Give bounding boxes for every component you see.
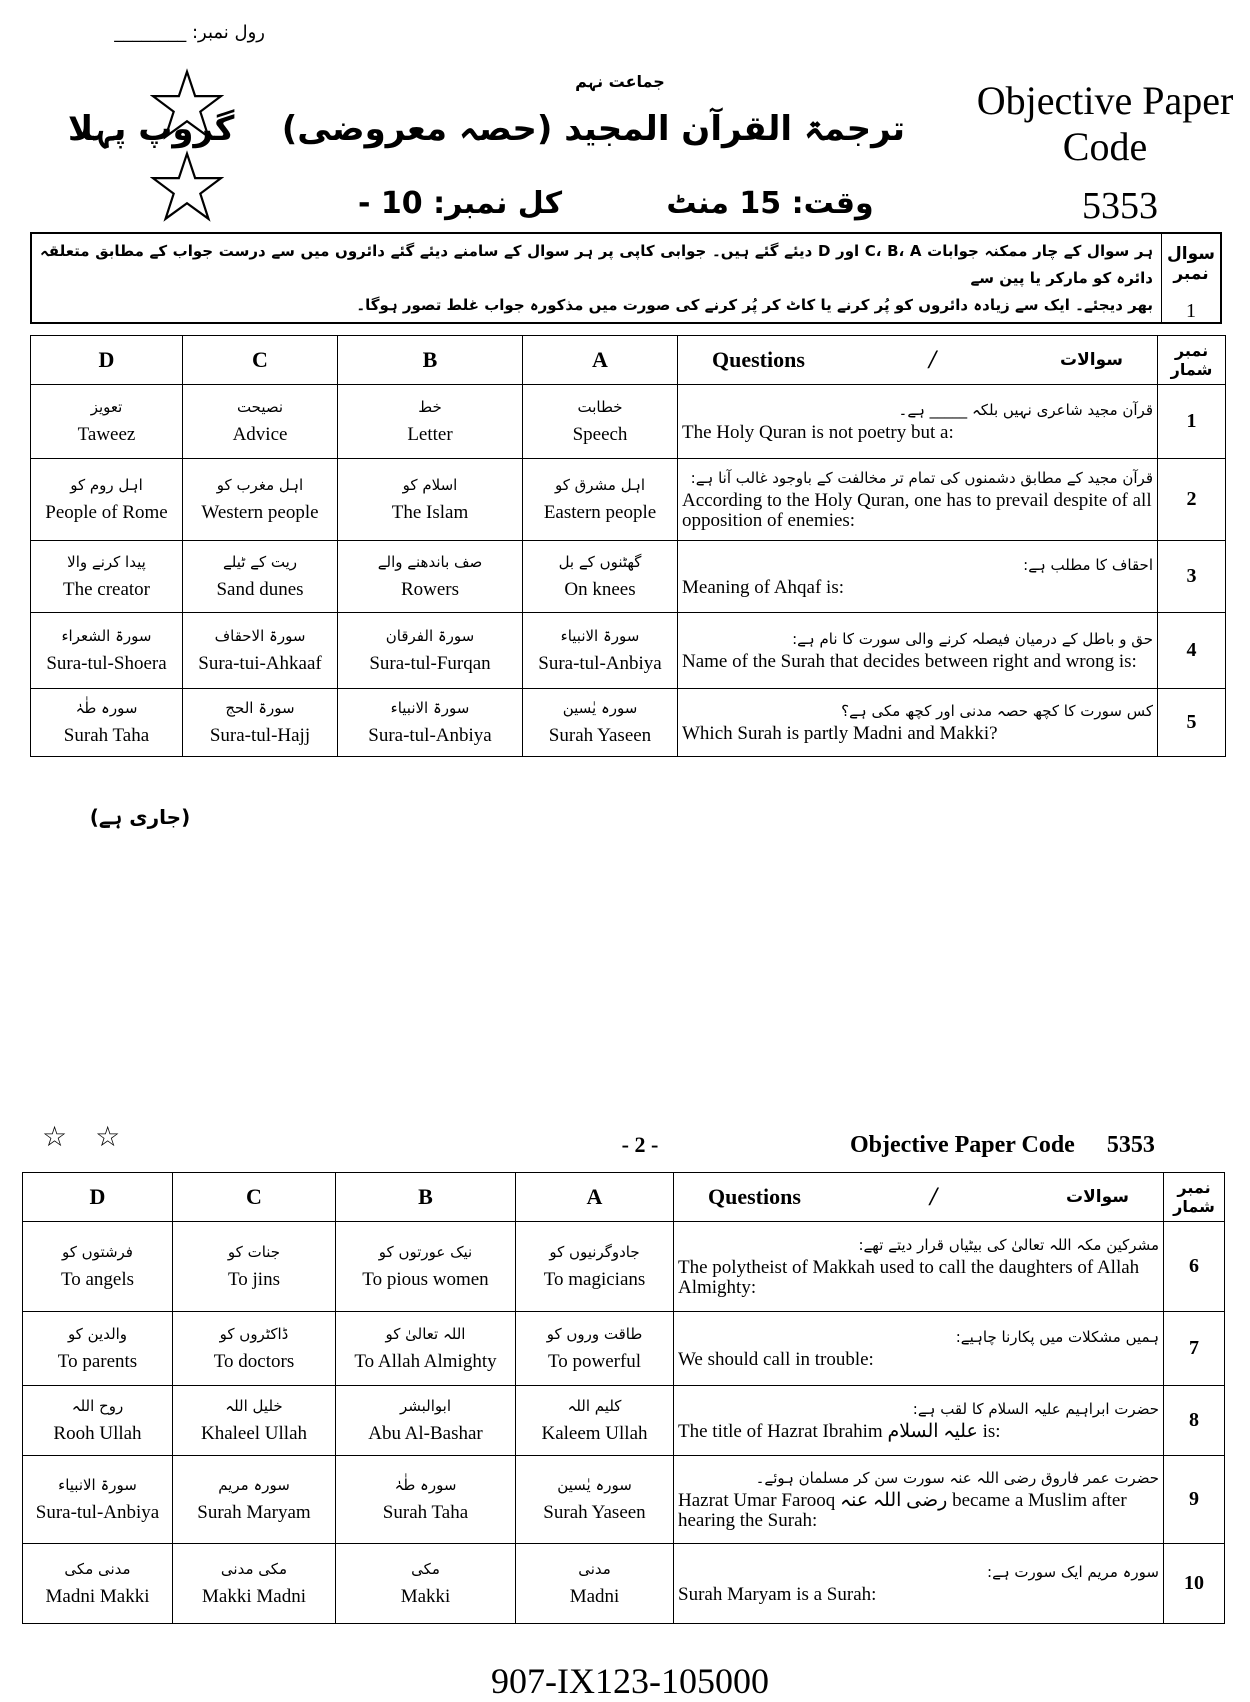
paper-code: 5353 [1082,185,1158,227]
question-urdu: حضرت عمر فاروق رضی اللہ عنہ سورت سن کر مسلمان ہوئے۔ [755,1468,1159,1487]
option-d-urdu: والدین کو [67,1324,128,1343]
question-cell [674,1312,1164,1386]
option-d-urdu: تعویز [90,397,123,416]
question-number: 1 [1158,385,1226,459]
option-c-english: To jins [228,1268,280,1290]
option-a-cell [523,613,678,689]
option-b-cell [338,689,523,757]
instruction-line-1: ہر سوال کے چار ممکنہ جوابات C، B، A اور D دیئے گئے ہیں۔ جوابی کاپی پر ہر سوال کے سامنے دیئے گئے دائروں میں سے درست جواب کے مطابق متعلقہ دائرہ کو مارکر یا پین سے [40,242,1154,287]
option-d-cell [23,1222,173,1312]
question-urdu: ہمیں مشکلات میں پکارنا چاہیے: [955,1327,1159,1346]
option-d-english: Surah Taha [63,724,150,746]
question-number: 2 [1158,459,1226,541]
option-a-urdu: اہل مشرق کو [554,475,646,494]
table-row [23,1222,1225,1312]
option-b-cell [338,613,523,689]
option-d-cell [23,1312,173,1386]
option-b-urdu: اسلام کو [402,475,458,494]
option-b-cell [338,385,523,459]
option-c-cell [173,1312,336,1386]
instruction-question-number: 1 [1186,300,1196,322]
option-c-urdu: ڈاکٹروں کو [219,1324,289,1343]
option-c-english: Makki Madni [202,1585,306,1607]
option-d-cell [31,689,183,757]
option-b-english: To pious women [362,1268,489,1290]
page2-code: 5353 [1106,1132,1155,1158]
option-c-urdu: سورہ مریم [218,1475,290,1494]
option-d-english: Taweez [77,423,136,445]
option-a-english: Kaleem Ullah [541,1422,648,1444]
option-d-urdu: فرشتوں کو [62,1242,133,1261]
option-d-urdu: سورۃ الشعراء [61,626,152,645]
option-a-cell [516,1456,674,1544]
option-a-english: Surah Yaseen [548,724,652,746]
option-a-english: To magicians [543,1268,646,1290]
option-c-urdu: جنات کو [227,1242,281,1261]
option-d-english: To angels [60,1268,135,1290]
option-a-cell [516,1386,674,1456]
option-a-english: Madni [569,1585,620,1607]
page2-header-title: Objective Paper Code [850,1132,1075,1158]
question-english: The polytheist of Makkah used to call the daughters of Allah Almighty: [678,1256,1140,1298]
star-icon: ☆ [95,1122,149,1153]
option-d-cell [31,459,183,541]
option-b-english: Sura-tul-Anbiya [368,724,492,746]
option-c-english: To doctors [213,1350,295,1372]
option-b-english: Abu Al-Bashar [368,1422,483,1444]
question-english: Which Surah is partly Madni and Makki? [682,722,998,744]
col-header-c: C [173,1173,336,1222]
question-urdu: کس سورت کا کچھ حصہ مدنی اور کچھ مکی ہے؟ [841,701,1153,720]
question-urdu: قرآن مجید شاعری نہیں بلکہ _____ ہے۔ [898,400,1153,419]
option-a-english: Surah Yaseen [543,1501,646,1523]
option-d-english: Rooh Ullah [53,1422,142,1444]
question-english: The Holy Quran is not poetry but a: [682,421,954,443]
question-cell [678,613,1158,689]
option-c-english: Sura-tul-Hajj [209,724,311,746]
question-cell [674,1222,1164,1312]
option-a-urdu: جادوگرنیوں کو [549,1242,640,1261]
question-cell [678,541,1158,613]
option-b-english: Rowers [400,578,460,600]
option-c-urdu: اہل مغرب کو [216,475,304,494]
option-d-english: People of Rome [45,501,168,523]
table-row [31,385,1226,459]
option-d-english: Sura-tul-Shoera [46,652,167,674]
option-a-cell [523,459,678,541]
col-header-b: B [338,336,523,385]
option-c-cell [183,459,338,541]
col-header-questions [678,336,1158,385]
question-urdu: سورہ مریم ایک سورت ہے: [987,1562,1159,1581]
questions-header-en: Questions [712,347,805,372]
option-b-urdu: سورۃ الفرقان [385,626,475,645]
option-d-urdu: مدنی مکی [64,1559,131,1578]
option-a-urdu: کلیم اللہ [567,1396,622,1415]
time-allowed: وقت: 15 منٹ [666,186,874,221]
option-d-cell [23,1456,173,1544]
question-english: According to the Holy Quran, one has to prevail despite of all opposition of enemies: [682,489,1152,531]
paper-title [960,78,1250,170]
question-number: 5 [1158,689,1226,757]
question-cell [678,459,1158,541]
option-d-english: To parents [57,1350,138,1372]
question-english: Hazrat Umar Farooq رضی اللہ عنہ became a Muslim after hearing the Surah: [678,1489,1127,1531]
questions-table-page2 [22,1172,1225,1624]
question-number: 10 [1164,1544,1225,1624]
paper-title-line2: Code [1062,124,1148,169]
option-b-english: The Islam [391,501,469,523]
question-english: Surah Maryam is a Surah: [678,1583,877,1605]
option-b-urdu: صف باندھنے والے [377,552,483,571]
option-d-urdu: سورۃ الانبیاء [58,1475,137,1494]
option-d-urdu: روح اللہ [71,1396,124,1415]
table-row [23,1312,1225,1386]
option-a-urdu: سورہ یٰسین [557,1475,632,1494]
header-slash: / [928,345,937,374]
instruction-question-label: سوال نمبر [1167,244,1215,284]
question-number: 4 [1158,613,1226,689]
table-header-row [31,336,1226,385]
question-urdu: حضرت ابراہیم علیہ السلام کا لقب ہے: [912,1399,1159,1418]
col-header-d: D [23,1173,173,1222]
option-d-english: The creator [62,578,151,600]
option-a-urdu: خطابت [577,397,623,416]
option-b-cell [336,1312,516,1386]
table-row [31,459,1226,541]
option-c-urdu: سورۃ الاحقاف [214,626,306,645]
question-number: 6 [1164,1222,1225,1312]
table-row [31,613,1226,689]
option-a-english: Speech [572,423,628,445]
urdu-paper-title: ترجمۃ القرآن المجید (حصہ معروضی) گروپ پہلا [67,109,905,149]
star-icon: ☆ [42,1122,96,1153]
option-d-cell [23,1386,173,1456]
option-c-cell [173,1456,336,1544]
option-a-english: To powerful [547,1350,642,1372]
col-header-b: B [336,1173,516,1222]
option-a-english: Eastern people [543,501,657,523]
question-english: We should call in trouble: [678,1348,874,1370]
option-d-urdu: پیدا کرنے والا [67,552,146,571]
option-b-urdu: خط [418,397,442,416]
option-c-urdu: مکی مدنی [220,1559,288,1578]
option-b-english: Letter [407,423,453,445]
questions-header-ur: سوالات [1066,1187,1129,1207]
questions-header-ur: سوالات [1060,350,1123,370]
option-a-cell [516,1222,674,1312]
option-c-urdu: ریت کے ٹیلے [222,552,298,571]
question-english: Name of the Surah that decides between right and wrong is: [682,650,1137,672]
roll-number-label: رول نمبر: ________ [114,22,265,43]
question-number: 3 [1158,541,1226,613]
option-c-cell [173,1386,336,1456]
option-c-english: Surah Maryam [197,1501,311,1523]
option-b-cell [336,1456,516,1544]
question-urdu: مشرکین مکہ اللہ تعالیٰ کی بیٹیاں قرار دیتے تھے: [858,1235,1159,1254]
instructions-box [30,232,1222,324]
option-a-urdu: گھٹنوں کے بل [558,552,642,571]
option-d-cell [31,541,183,613]
col-header-a: A [523,336,678,385]
option-d-cell [31,385,183,459]
option-d-english: Sura-tul-Anbiya [35,1501,160,1523]
page2-number: - 2 - [621,1132,659,1157]
option-b-urdu: نیک عورتوں کو [378,1242,473,1261]
question-english: The title of Hazrat Ibrahim علیہ السلام is: [678,1420,1001,1442]
option-b-english: Sura-tul-Furqan [369,652,491,674]
option-d-urdu: سورہ طٰہٰ [75,698,138,717]
page2-header [850,1132,1210,1159]
footer-code: 907-IX123-105000 [491,1661,769,1701]
option-b-english: Makki [400,1585,451,1607]
option-d-cell [31,613,183,689]
option-a-english: On knees [564,578,636,600]
table-row [31,689,1226,757]
option-a-cell [523,689,678,757]
option-c-cell [183,689,338,757]
option-c-urdu: خلیل اللہ [225,1396,283,1415]
continued-label: (جاری ہے) [89,805,191,829]
option-c-cell [183,613,338,689]
question-english: Meaning of Ahqaf is: [682,576,845,598]
question-number: 7 [1164,1312,1225,1386]
paper-title-line1: Objective Paper [976,78,1234,123]
question-cell [674,1544,1164,1624]
option-b-urdu: سورۃ الانبیاء [390,698,470,717]
option-c-english: Advice [232,423,288,445]
questions-header-en: Questions [708,1184,801,1209]
instruction-line-2: بھر دیجئے۔ ایک سے زیادہ دائروں کو پُر کرنے یا کاٹ کر پُر کرنے کی صورت میں مذکورہ جواب غلط تصور ہوگا۔ [356,296,1153,314]
option-b-cell [336,1544,516,1624]
table-row [23,1544,1225,1624]
option-b-cell [336,1222,516,1312]
question-urdu: احقاف کا مطلب ہے: [1023,555,1153,574]
table-row [31,541,1226,613]
col-header-c: C [183,336,338,385]
col-header-d: D [31,336,183,385]
question-number: 9 [1164,1456,1225,1544]
col-header-questions [674,1173,1164,1222]
option-b-cell [336,1386,516,1456]
questions-table-page1 [30,335,1226,757]
option-b-urdu: اللہ تعالیٰ کو [385,1324,466,1343]
option-c-cell [173,1544,336,1624]
option-a-urdu: طاقت وروں کو [546,1324,643,1343]
option-d-urdu: اہل روم کو [70,475,143,494]
table-row [23,1456,1225,1544]
option-c-english: Western people [201,501,319,523]
option-b-english: Surah Taha [382,1501,469,1523]
option-c-english: Sura-tui-Ahkaaf [198,652,322,674]
option-c-english: Sand dunes [216,578,304,600]
option-c-english: Khaleel Ullah [200,1422,308,1444]
option-d-cell [23,1544,173,1624]
option-a-urdu: سورہ یٰسین [562,698,638,717]
instruction-text [32,234,1161,322]
question-urdu: قرآن مجید کے مطابق دشمنوں کی تمام تر مخالفت کے باوجود غالب آنا ہے: [690,468,1153,487]
table-row [23,1386,1225,1456]
page2-stars [42,1120,148,1154]
option-b-urdu: مکی [411,1559,440,1578]
option-b-english: To Allah Almighty [354,1350,497,1372]
option-a-english: Sura-tul-Anbiya [538,652,662,674]
option-b-cell [338,459,523,541]
option-c-cell [183,541,338,613]
question-cell [678,689,1158,757]
option-c-cell [173,1222,336,1312]
option-a-urdu: مدنی [578,1559,611,1578]
question-cell [674,1386,1164,1456]
option-d-english: Madni Makki [45,1585,150,1607]
question-cell [678,385,1158,459]
option-c-urdu: سورۃ الحج [225,698,295,717]
option-a-cell [523,385,678,459]
star-icon [150,150,224,224]
option-b-cell [338,541,523,613]
option-a-cell [516,1544,674,1624]
option-c-urdu: نصیحت [236,397,284,416]
total-marks: کل نمبر: 10 - [357,186,563,221]
header-slash: / [929,1182,938,1211]
option-a-cell [516,1312,674,1386]
col-header-serial: نمبر شمار [1164,1173,1225,1222]
table-header-row [23,1173,1225,1222]
option-b-urdu: سورہ طٰہٰ [394,1475,457,1494]
option-a-urdu: سورۃ الانبیاء [560,626,640,645]
question-number: 8 [1164,1386,1225,1456]
option-b-urdu: ابوالبشر [399,1396,451,1415]
instruction-question-cell [1161,234,1220,322]
class-label: جماعت نہم [575,72,665,91]
option-c-cell [183,385,338,459]
option-a-cell [523,541,678,613]
col-header-serial: نمبر شمار [1158,336,1226,385]
question-cell [674,1456,1164,1544]
question-urdu: حق و باطل کے درمیان فیصلہ کرنے والی سورت کا نام ہے: [792,629,1153,648]
col-header-a: A [516,1173,674,1222]
